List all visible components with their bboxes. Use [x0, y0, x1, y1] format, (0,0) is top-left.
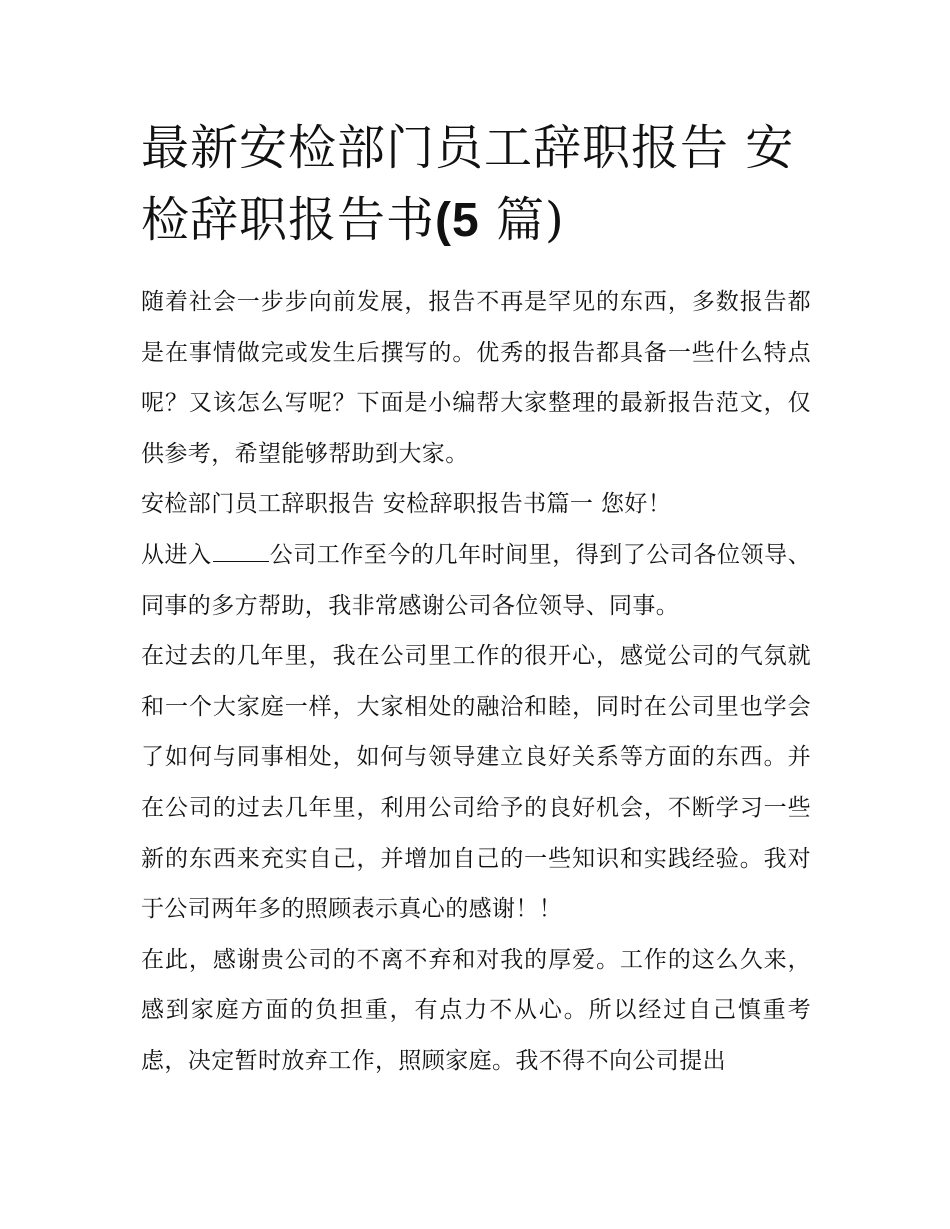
fill-in-blank: [213, 539, 269, 562]
blank-after-text: 公司工作至今的几年时间里，得到了公司各位领导、同事的多方帮助，我非常感谢公司各位领导、同事。: [141, 541, 812, 619]
body-paragraph-2: 在过去的几年里，我在公司里工作的很开心，感觉公司的气氛就和一个大家庭一样，大家相处的融洽和睦，同时在公司里也学会了如何与同事相处，如何与领导建立良好关系等方面的东西。并在公司的过去几年里，利用公司给予的良好机会，不断学习一些新的东西来充实自己，并增加自己的一些知识和实践经验。我对于公司两年多的照顾表示真心的感谢！！: [141, 643, 811, 923]
body-paragraph-3: 在此，感谢贵公司的不离不弃和对我的厚爱。工作的这么久来，感到家庭方面的负担重，有点力不从心。所以经过自己慎重考虑，决定暂时放弃工作，照顾家庭。我不得不向公司提出: [141, 946, 811, 1074]
intro-paragraph: 随着社会一步步向前发展，报告不再是罕见的东西，多数报告都是在事情做完或发生后撰写的。优秀的报告都具备一些什么特点呢？又该怎么写呢？下面是小编帮大家整理的最新报告范文，仅供参考，希望能够帮助到大家。: [141, 289, 811, 467]
body-paragraph-1: [141, 530, 811, 631]
document-body: [141, 112, 811, 1087]
title-suffix: 篇): [479, 192, 565, 248]
blank-before-text: 从进入: [141, 541, 212, 568]
title-text: 最新安检部门员工辞职报告 安检辞职报告书: [141, 120, 795, 248]
letter-heading: 安检部门员工辞职报告 安检辞职报告书篇一 您好！: [141, 491, 672, 518]
title-count: (5: [435, 194, 480, 247]
document-title: [141, 112, 811, 257]
